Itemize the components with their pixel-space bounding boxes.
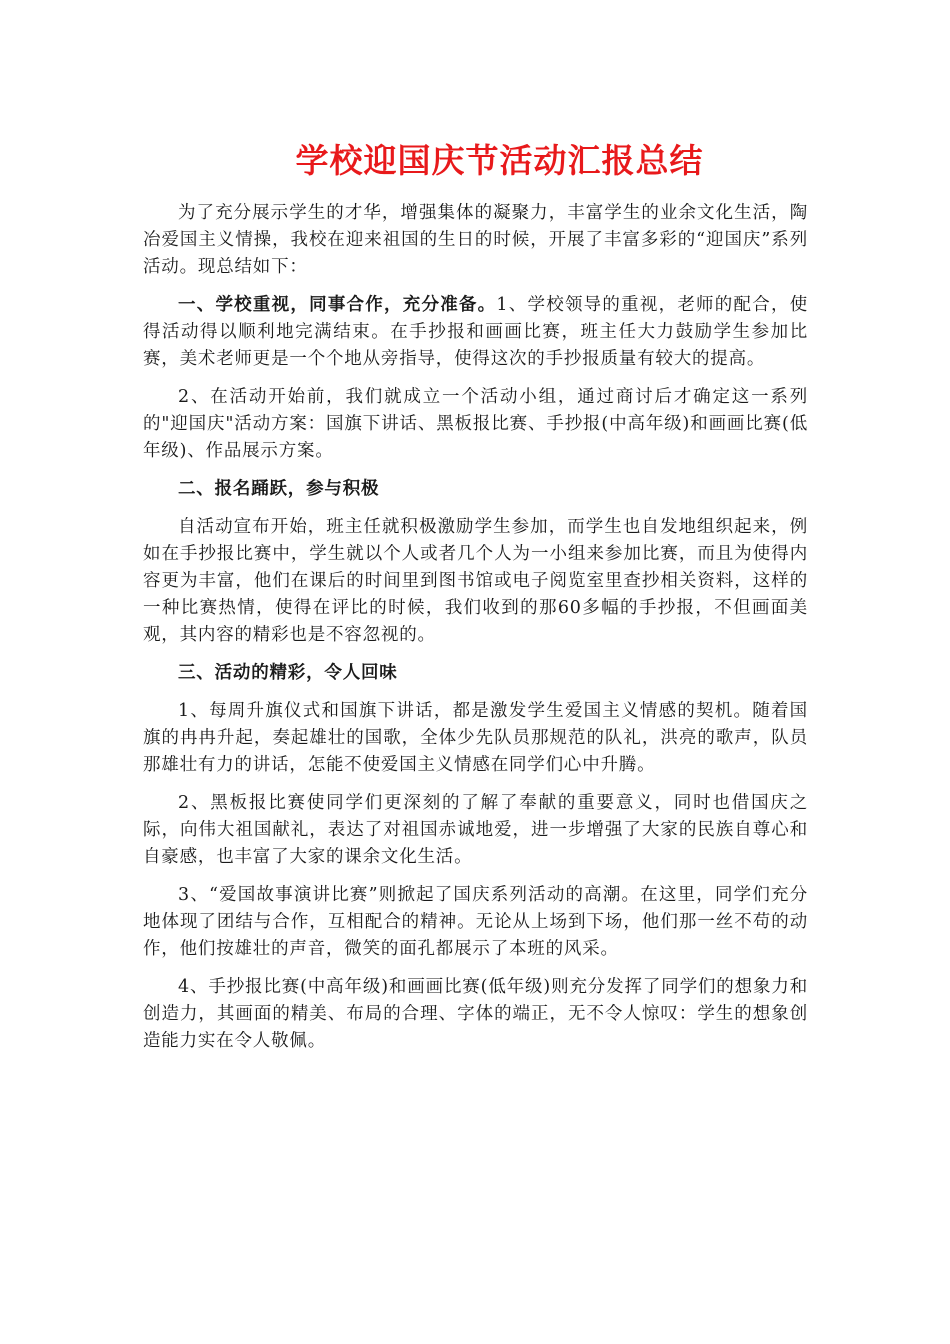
section3-paragraph3: 3、“爱国故事演讲比赛”则掀起了国庆系列活动的高潮。在这里，同学们充分地体现了团结与合作，互相配合的精神。无论从上场到下场，他们那一丝不苟的动作，他们按雄壮的声音，微笑的面孔都展示了本班的风采。 — [143, 885, 808, 959]
document-title: 学校迎国庆节活动汇报总结 — [295, 141, 704, 180]
section2-paragraph1: 自活动宣布开始，班主任就积极激励学生参加，而学生也自发地组织起来，例如在手抄报比赛中，学生就以个人或者几个人为一小组来参加比赛，而且为使得内容更为丰富，他们在课后的时间里到图书馆或电子阅览室里查抄相关资料，这样的一种比赛热情，使得在评比的时候，我们收到的那60多幅的手抄报，不但画面美观，其内容的精彩也是不容忽视的。 — [143, 517, 808, 645]
section3-paragraph4: 4、手抄报比赛(中高年级)和画画比赛(低年级)则充分发挥了同学们的想象力和创造力，其画面的精美、布局的合理、字体的端正，无不令人惊叹：学生的想象创造能力实在令人敬佩。 — [143, 977, 808, 1051]
section1-heading: 一、学校重视，同事合作，充分准备。 — [178, 295, 497, 315]
section2-heading: 二、报名踊跃，参与积极 — [178, 479, 380, 499]
section1-paragraph1 — [143, 292, 808, 373]
section3-paragraph1: 1、每周升旗仪式和国旗下讲话，都是激发学生爱国主义情感的契机。随着国旗的冉冉升起，奏起雄壮的国歌，全体少先队员那规范的队礼，洪亮的歌声，队员那雄壮有力的讲话，怎能不使爱国主义情感在同学们心中升腾。 — [143, 701, 808, 775]
intro-paragraph: 为了充分展示学生的才华，增强集体的凝聚力，丰富学生的业余文化生活，陶冶爱国主义情操，我校在迎来祖国的生日的时候，开展了丰富多彩的“迎国庆”系列活动。现总结如下： — [143, 203, 808, 277]
section3-heading: 三、活动的精彩，令人回味 — [178, 663, 398, 683]
section1-paragraph1-text: 1、学校领导的重视，老师的配合，使得活动得以顺利地完满结束。在手抄报和画画比赛，班主任大力鼓励学生参加比赛，美术老师更是一个个地从旁指导，使得这次的手抄报质量有较大的提高。 — [143, 295, 809, 369]
document-page — [143, 138, 808, 1066]
section3-paragraph2: 2、黑板报比赛使同学们更深刻的了解了奉献的重要意义，同时也借国庆之际，向伟大祖国献礼，表达了对祖国赤诚地爱，进一步增强了大家的民族自尊心和自豪感，也丰富了大家的课余文化生活。 — [143, 793, 808, 867]
section1-paragraph2: 2、在活动开始前，我们就成立一个活动小组，通过商讨后才确定这一系列的"迎国庆"活动方案：国旗下讲话、黑板报比赛、手抄报(中高年级)和画画比赛(低年级)、作品展示方案。 — [143, 387, 808, 461]
